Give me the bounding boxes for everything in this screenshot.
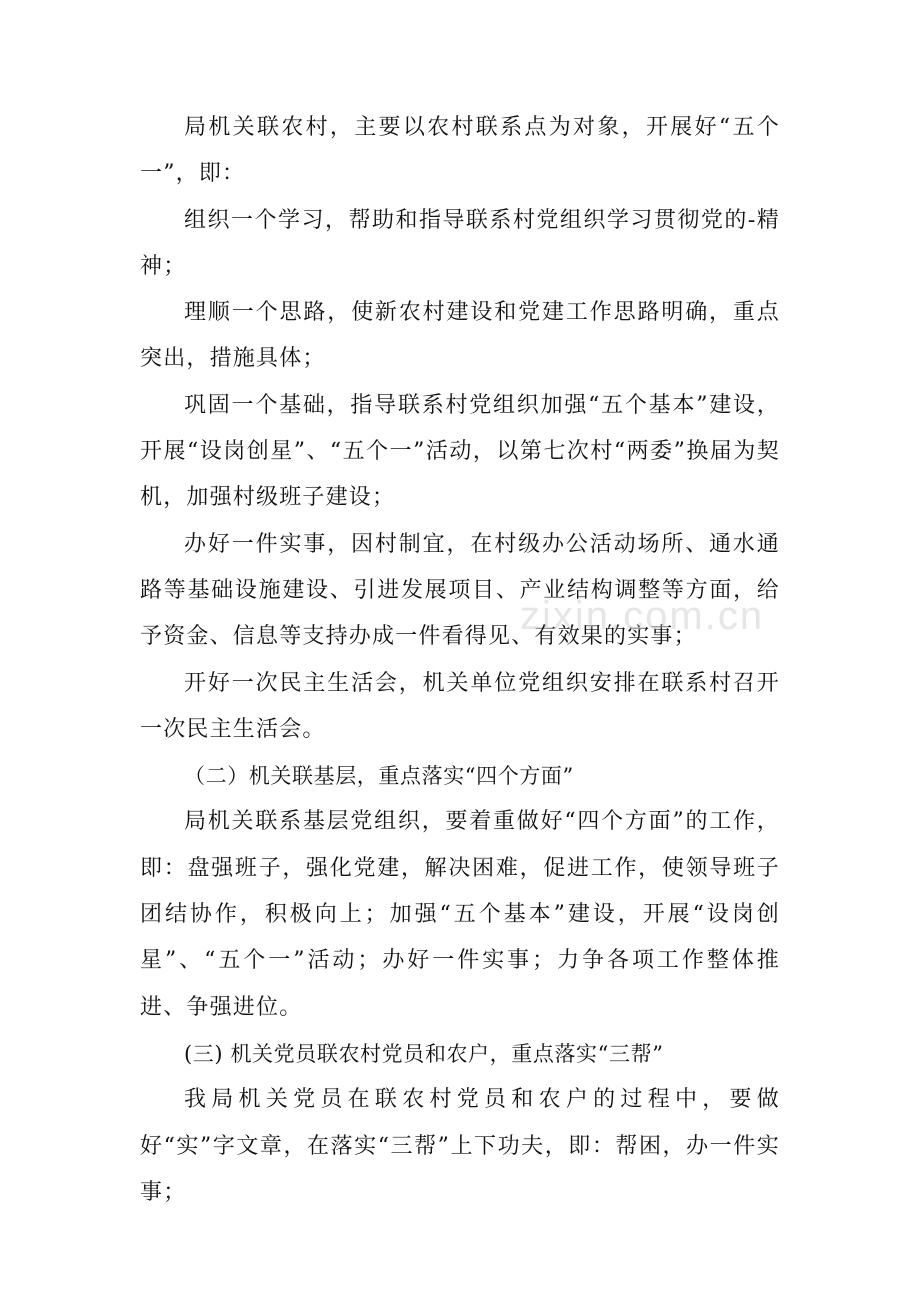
paragraph-four-aspects: 局机关联系基层党组织，要着重做好“四个方面”的工作，即：盘强班子，强化党建，解决困难，促进工作，使领导班子团结协作，积极向上；加强“五个基本”建设，开展“设岗创星”、“五个一”活动；办好一件实事；力争各项工作整体推进、争强进位。 (140, 809, 780, 1020)
paragraph-five-ones-intro: 局机关联农村，主要以农村联系点为对象，开展好“五个一”，即： (140, 115, 780, 187)
site-watermark: zixin.com.cn (520, 594, 765, 638)
paragraph-practical-matter: 办好一件实事，因村制宜，在村级办公活动场所、通水通路等基础设施建设、引进发展项目、产业结构调整等方面，给予资金、信息等支持办成一件看得见、有效果的实事； (140, 531, 780, 650)
section-heading-three: (三) 机关党员联农村党员和农户，重点落实“三帮” (184, 1041, 664, 1066)
document-body (140, 105, 780, 1216)
paragraph-consolidate-foundation: 巩固一个基础，指导联系村党组织加强“五个基本”建设，开展“设岗创星”、“五个一”活动，以第七次村“两委”换届为契机，加强村级班子建设； (140, 392, 780, 511)
paragraph-clarify-thinking: 理顺一个思路，使新农村建设和党建工作思路明确，重点突出，措施具体； (140, 300, 780, 372)
paragraph-three-helps: 我局机关党员在联农村党员和农户的过程中，要做好“实”字文章，在落实“三帮”上下功夫，即：帮困，办一件实事； (140, 1087, 780, 1205)
paragraph-democratic-meeting: 开好一次民主生活会，机关单位党组织安排在联系村召开一次民主生活会。 (140, 670, 780, 742)
paragraph-organize-study: 组织一个学习，帮助和指导联系村党组织学习贯彻党的-精神； (140, 207, 780, 279)
section-heading-two: （二）机关联基层，重点落实“四个方面” (184, 764, 574, 789)
